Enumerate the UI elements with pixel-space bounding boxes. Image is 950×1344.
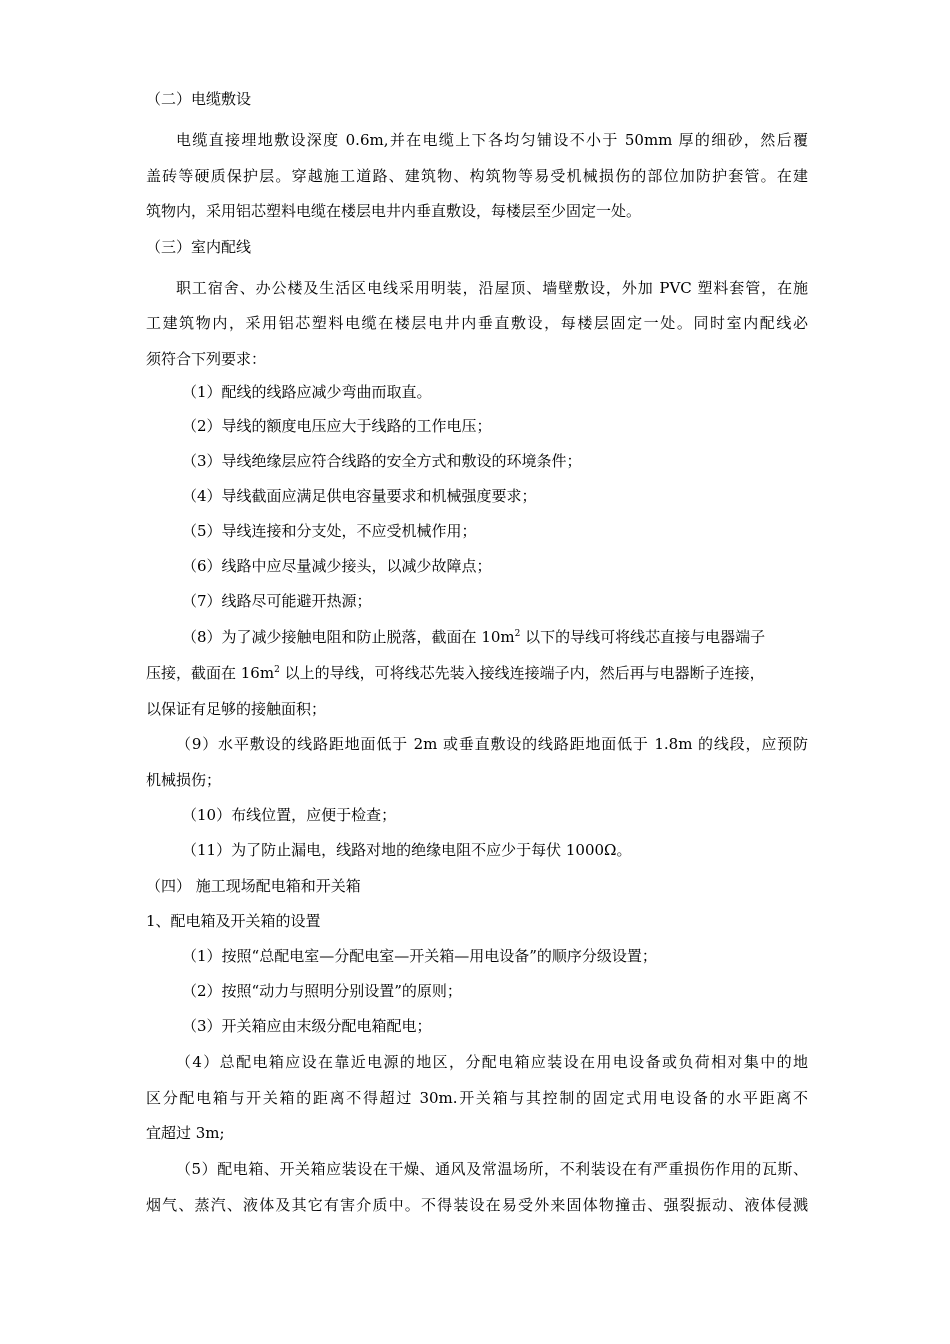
text-run: （8）为了减少接触电阻和防止脱落，截面在 10m [182,628,515,646]
paragraph-line: 筑物内，采用铝芯塑料电缆在楼层电井内垂直敷设，每楼层至少固定一处。 [146,202,642,220]
paragraph-line: 电缆直接埋地敷设深度 0.6m,并在电缆上下各均匀铺设不小于 50mm 厚的细砂，然后覆 [176,131,808,149]
list-item: （11）为了防止漏电，线路对地的绝缘电阻不应少于每伏 1000Ω。 [182,841,632,859]
list-item [182,627,765,647]
paragraph-line: 职工宿舍、办公楼及生活区电线采用明装，沿屋顶、墙壁敷设，外加 PVC 塑料套管，在施 [176,279,808,297]
list-item: （9）水平敷设的线路距地面低于 2m 或垂直敷设的线路距地面低于 1.8m 的线段，应预防 [176,735,808,753]
list-item: （7）线路尽可能避开热源； [182,592,372,610]
paragraph-line: 机械损伤； [146,771,222,789]
list-item: （2）按照“动力与照明分别设置”的原则； [182,982,462,1000]
paragraph-line: 工建筑物内，采用铝芯塑料电缆在楼层电井内垂直敷设，每楼层固定一处。同时室内配线必 [146,314,808,332]
section-heading-cable-laying: （二）电缆敷设 [146,90,252,108]
section-heading-distribution-boxes: （四） 施工现场配电箱和开关箱 [146,877,361,895]
subsection-heading: 1、配电箱及开关箱的设置 [146,912,321,930]
paragraph-line: 盖砖等硬质保护层。穿越施工道路、建筑物、构筑物等易受机械损伤的部位加防护套管。在建 [146,167,808,185]
text-run: 以下的导线可将线芯直接与电器端子 [520,628,766,646]
text-run: 以上的导线，可将线芯先装入接线连接端子内，然后再与电器断子连接， [279,664,765,682]
list-item: （2）导线的额度电压应大于线路的工作电压； [182,417,492,435]
paragraph-line: 区分配电箱与开关箱的距离不得超过 30m.开关箱与其控制的固定式用电设备的水平距离不 [146,1089,808,1107]
list-item: （3）开关箱应由末级分配电箱配电； [182,1017,432,1035]
superscript: 2 [274,665,280,675]
list-item: （4）总配电箱应设在靠近电源的地区，分配电箱应装设在用电设备或负荷相对集中的地 [176,1053,808,1071]
list-item: （4）导线截面应满足供电容量要求和机械强度要求； [182,487,537,505]
paragraph-line: 以保证有足够的接触面积； [146,700,327,718]
paragraph-line: 须符合下列要求： [146,350,267,368]
list-item: （5）导线连接和分支处，不应受机械作用； [182,522,477,540]
list-item: （10）布线位置，应便于检查； [182,806,397,824]
list-item: （5）配电箱、开关箱应装设在干燥、通风及常温场所，不利装设在有严重损伤作用的瓦斯、 [176,1160,808,1178]
list-item: （6）线路中应尽量减少接头，以减少故障点； [182,557,492,575]
superscript: 2 [514,629,521,639]
list-item: （1）按照“总配电室—分配电室—开关箱—用电设备”的顺序分级设置； [182,947,657,965]
paragraph-line: 烟气、蒸汽、液体及其它有害介质中。不得装设在易受外来固体物撞击、强裂振动、液体侵溅 [146,1196,808,1214]
text-run: 压接，截面在 16m [146,664,275,682]
section-heading-indoor-wiring: （三）室内配线 [146,238,252,256]
paragraph-line: 宜超过 3m; [146,1124,225,1142]
list-item: （1）配线的线路应减少弯曲而取直。 [182,383,432,401]
list-item: （3）导线绝缘层应符合线路的安全方式和敷设的环境条件； [182,452,582,470]
paragraph-line [146,663,765,683]
